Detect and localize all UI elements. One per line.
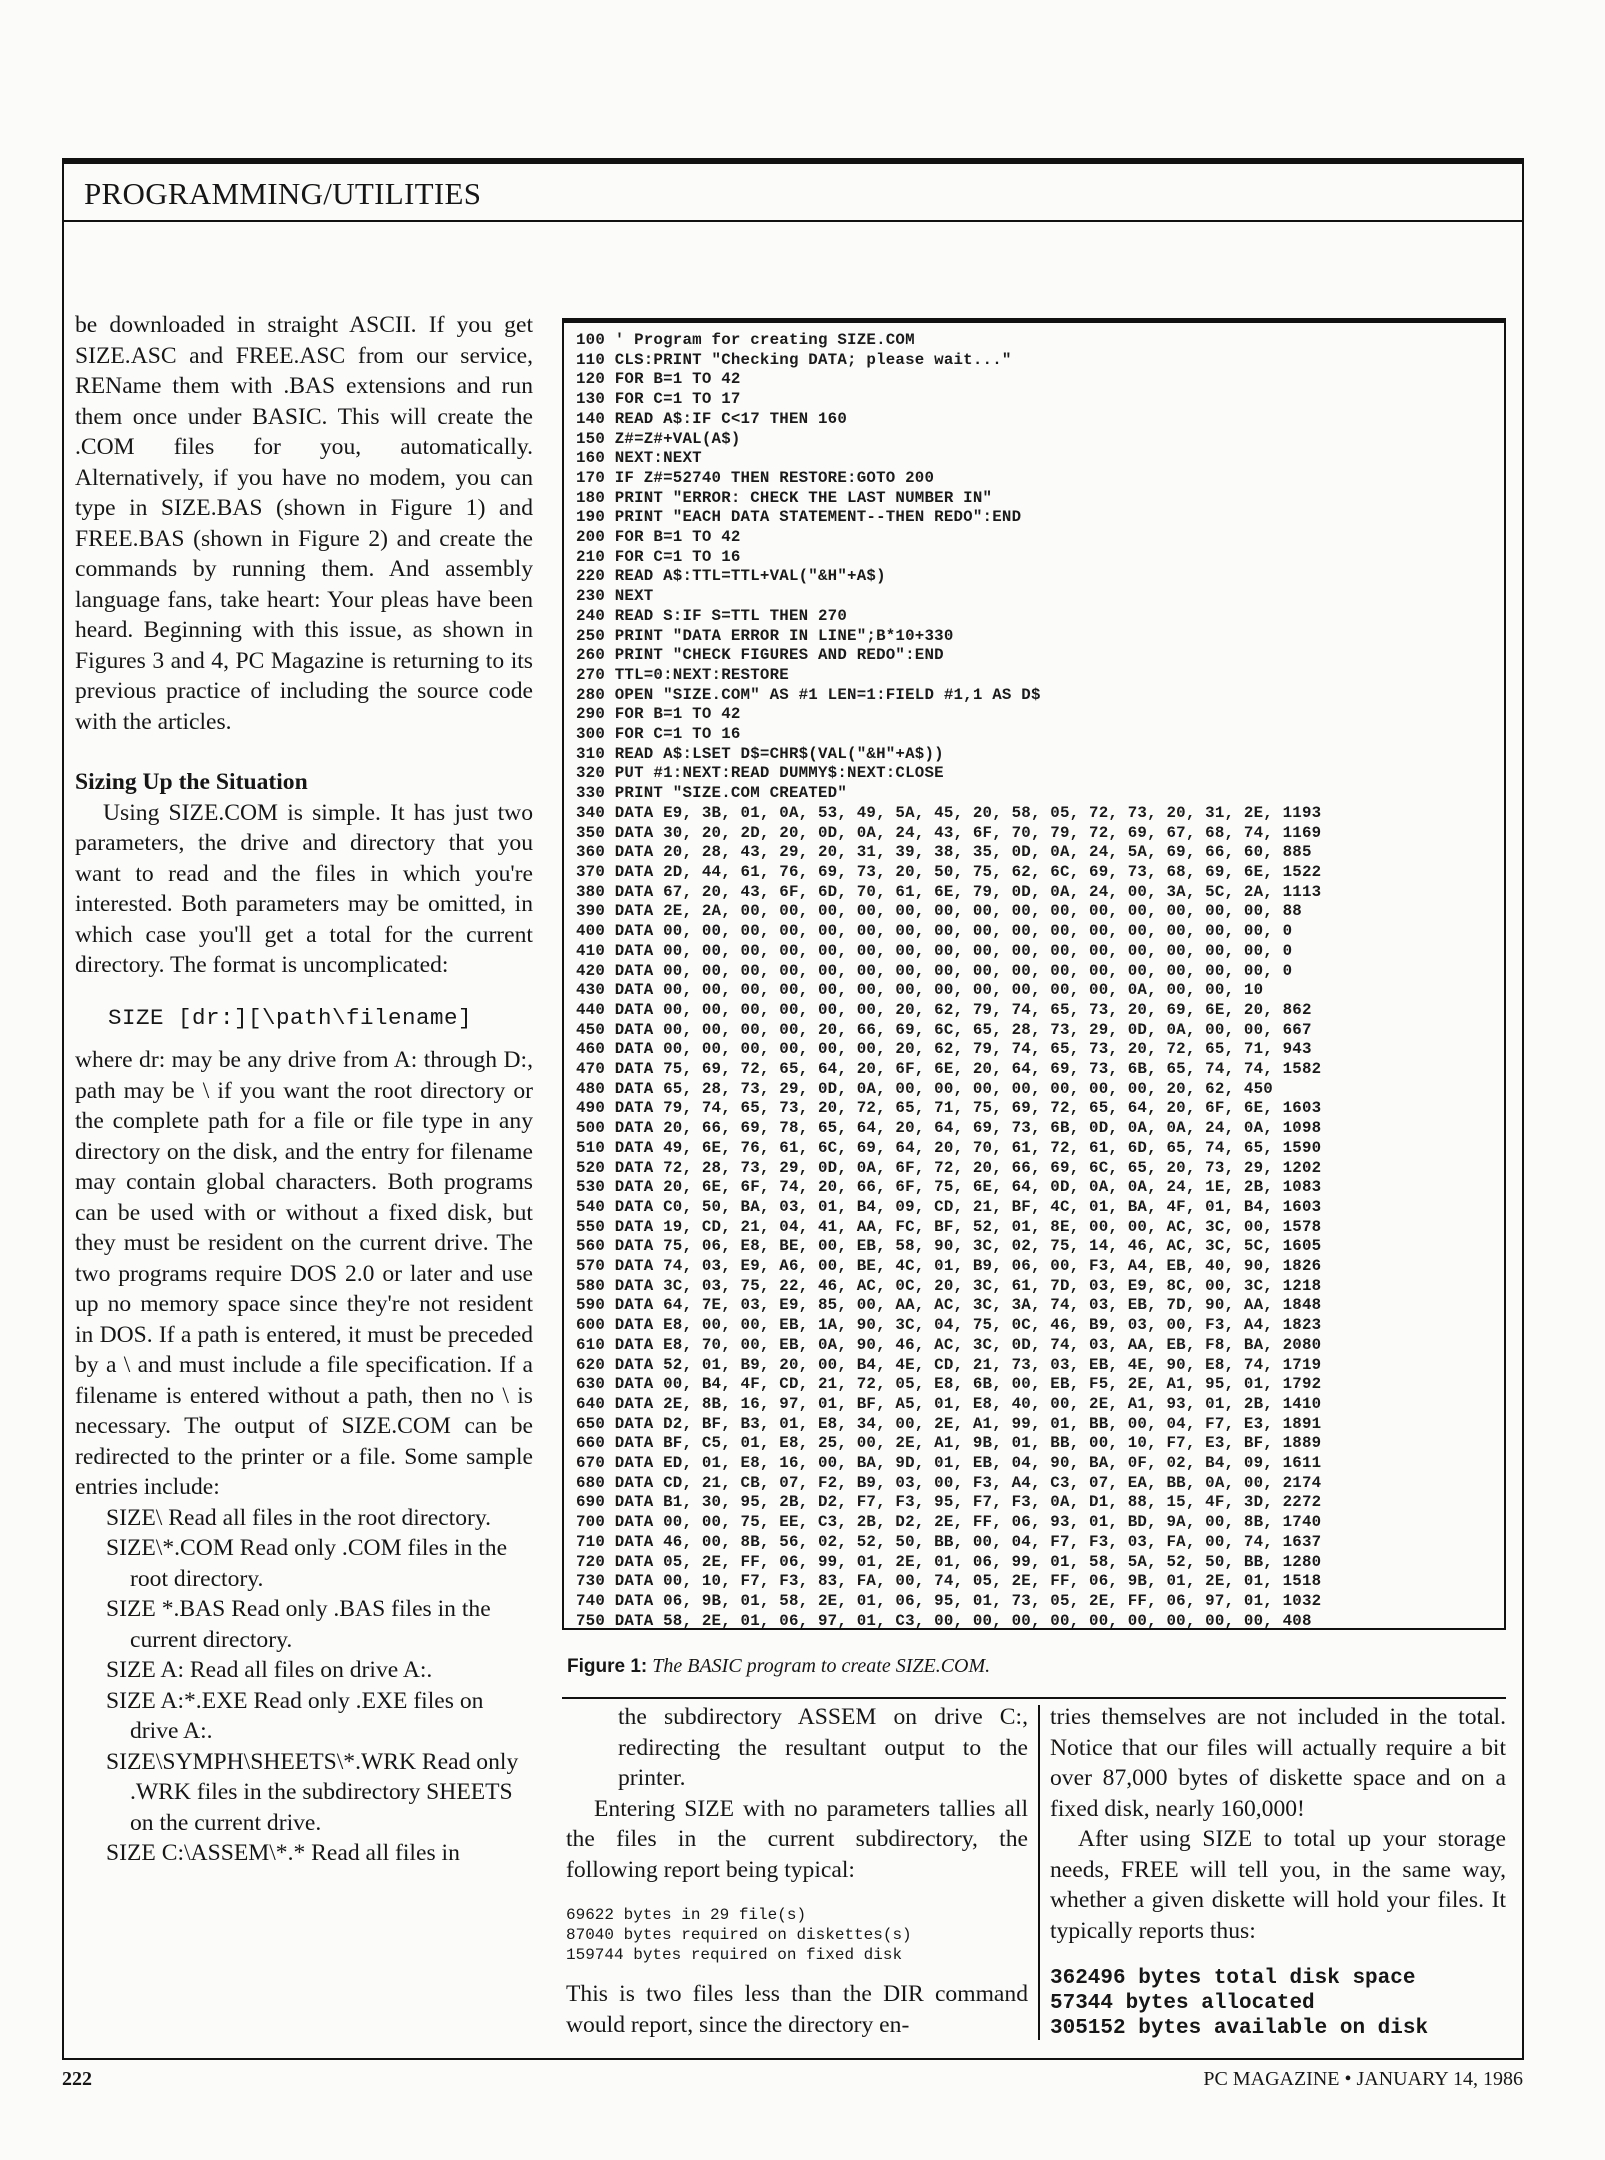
code-line: 170 IF Z#=52740 THEN RESTORE:GOTO 200 bbox=[576, 468, 935, 487]
example-list bbox=[75, 1503, 533, 1869]
report-line: 362496 bytes total disk space bbox=[1050, 1967, 1416, 1990]
code-line: 360 DATA 20, 28, 43, 29, 20, 31, 39, 38, 35, 0D, 0A, 24, 5A, 69, 66, 60, 885 bbox=[576, 843, 1312, 862]
report-line: 305152 bytes available on disk bbox=[1050, 2017, 1429, 2040]
code-line: 200 FOR B=1 TO 42 bbox=[576, 528, 741, 547]
code-line: 180 PRINT "ERROR: CHECK THE LAST NUMBER IN" bbox=[576, 488, 993, 507]
code-line: 230 NEXT bbox=[576, 587, 654, 606]
code-line: 380 DATA 67, 20, 43, 6F, 6D, 70, 61, 6E, 79, 0D, 0A, 24, 00, 3A, 5C, 2A, 1113 bbox=[576, 882, 1322, 901]
subheading: Sizing Up the Situation bbox=[75, 769, 308, 795]
report-line: 57344 bytes allocated bbox=[1050, 1992, 1315, 2015]
code-line: 310 READ A$:LSET D$=CHR$(VAL("&H"+A$)) bbox=[576, 744, 944, 763]
code-line: 560 DATA 75, 06, E8, BE, 00, EB, 58, 90, 3C, 02, 75, 14, 46, AC, 3C, 5C, 1605 bbox=[576, 1237, 1322, 1256]
paragraph: After using SIZE to total up your storage needs, FREE will tell you, in the same way, whether a given diskette will hold your files. It typically reports thus: bbox=[1050, 1826, 1506, 1944]
code-line: 670 DATA ED, 01, E8, 16, 00, BA, 9D, 01, EB, 04, 90, BA, 0F, 02, B4, 09, 1611 bbox=[576, 1454, 1322, 1473]
code-line: 610 DATA E8, 70, 00, EB, 0A, 90, 46, AC, 3C, 0D, 74, 03, AA, EB, F8, BA, 2080 bbox=[576, 1335, 1322, 1354]
code-line: 600 DATA E8, 00, 00, EB, 1A, 90, 3C, 04, 75, 0C, 46, B9, 03, 00, F3, A4, 1823 bbox=[576, 1316, 1322, 1335]
code-line: 500 DATA 20, 66, 69, 78, 65, 64, 20, 64, 69, 73, 6B, 0D, 0A, 0A, 24, 0A, 1098 bbox=[576, 1119, 1322, 1138]
code-listing bbox=[562, 318, 1506, 1630]
caption-divider bbox=[562, 1697, 1506, 1699]
code-line: 540 DATA C0, 50, BA, 03, 01, B4, 09, CD, 21, BF, 4C, 01, BA, 4F, 01, B4, 1603 bbox=[576, 1197, 1322, 1216]
code-line: 520 DATA 72, 28, 73, 29, 0D, 0A, 6F, 72, 20, 66, 69, 6C, 65, 20, 73, 29, 1202 bbox=[576, 1158, 1322, 1177]
code-line: 690 DATA B1, 30, 95, 2B, D2, F7, F3, 95, F7, F3, 0A, D1, 88, 15, 4F, 3D, 2272 bbox=[576, 1493, 1322, 1512]
code-line: 480 DATA 65, 28, 73, 29, 0D, 0A, 00, 00, 00, 00, 00, 00, 00, 20, 62, 450 bbox=[576, 1079, 1273, 1098]
code-line: 340 DATA E9, 3B, 01, 0A, 53, 49, 5A, 45, 20, 58, 05, 72, 73, 20, 31, 2E, 1193 bbox=[576, 803, 1322, 822]
example-item: SIZE\*.COM Read only .COM files in the root directory. bbox=[106, 1535, 508, 1592]
code-line: 120 FOR B=1 TO 42 bbox=[576, 370, 741, 389]
report-line: 87040 bytes required on diskettes(s) bbox=[566, 1926, 912, 1944]
code-line: 620 DATA 52, 01, B9, 20, 00, B4, 4E, CD, 21, 73, 03, EB, 4E, 90, E8, 74, 1719 bbox=[576, 1355, 1322, 1374]
code-line: 190 PRINT "EACH DATA STATEMENT--THEN REDO":END bbox=[576, 508, 1022, 527]
code-line: 460 DATA 00, 00, 00, 00, 00, 00, 20, 62, 79, 74, 65, 73, 20, 72, 65, 71, 943 bbox=[576, 1040, 1312, 1059]
intro-paragraph: be downloaded in straight ASCII. If you get SIZE.ASC and FREE.ASC from our service, REName them with .BAS extensions and run them once under BASIC. This will create the .COM files for you, automatically. Alternatively, if you have no modem, you can type in SIZE.BAS (shown in Figure 1) and FREE.BAS (shown in Figure 2) and create the commands by running them. And assembly language fans, take heart: Your pleas have been heard. Beginning with this issue, as shown in Figures 3 and 4, PC Magazine is returning to its previous practice of including the source code with the articles. bbox=[75, 312, 533, 735]
report-line: 159744 bytes required on fixed disk bbox=[566, 1946, 903, 1964]
figure-caption-text: The BASIC program to create SIZE.COM. bbox=[652, 1655, 991, 1677]
code-line: 570 DATA 74, 03, E9, A6, 00, BE, 4C, 01, B9, 06, 00, F3, A4, EB, 40, 90, 1826 bbox=[576, 1257, 1322, 1276]
code-line: 730 DATA 00, 10, F7, F3, 83, FA, 00, 74, 05, 2E, FF, 06, 9B, 01, 2E, 01, 1518 bbox=[576, 1572, 1322, 1591]
figure-label: Figure 1: bbox=[567, 1656, 648, 1677]
code-line: 700 DATA 00, 00, 75, EE, C3, 2B, D2, 2E, FF, 06, 93, 01, BD, 9A, 00, 8B, 1740 bbox=[576, 1513, 1322, 1532]
paragraph: where dr: may be any drive from A: through D:, path may be \ if you want the root directory or the complete path for a file or file type in any directory on the disk, and the entry for filename may contain global characters. Both programs can be used with or without a fixed disk, but they must be resident on the current drive. The two programs require DOS 2.0 or later and use up no memory space since they're not resident in DOS. If a path is entered, it must be preceded by a \ and must include a file specification. If a filename is entered without a path, then no \ is necessary. The output of SIZE.COM can be redirected to the printer or a file. Some sample entries include: bbox=[75, 1047, 533, 1500]
code-line: 530 DATA 20, 6E, 6F, 74, 20, 66, 6F, 75, 6E, 64, 0D, 0A, 0A, 24, 1E, 2B, 1083 bbox=[576, 1178, 1322, 1197]
code-line: 750 DATA 58, 2E, 01, 06, 97, 01, C3, 00, 00, 00, 00, 00, 00, 00, 00, 00, 408 bbox=[576, 1611, 1312, 1630]
code-line: 640 DATA 2E, 8B, 16, 97, 01, BF, A5, 01, E8, 40, 00, 2E, A1, 93, 01, 2B, 1410 bbox=[576, 1394, 1322, 1413]
code-line: 720 DATA 05, 2E, FF, 06, 99, 01, 2E, 01, 06, 99, 01, 58, 5A, 52, 50, BB, 1280 bbox=[576, 1552, 1322, 1571]
code-line: 590 DATA 64, 7E, 03, E9, 85, 00, AA, AC, 3C, 3A, 74, 03, EB, 7D, 90, AA, 1848 bbox=[576, 1296, 1322, 1315]
code-line: 270 TTL=0:NEXT:RESTORE bbox=[576, 665, 789, 684]
code-line: 330 PRINT "SIZE.COM CREATED" bbox=[576, 784, 848, 803]
free-report bbox=[1050, 1966, 1506, 2041]
syntax-line: SIZE [dr:][\path\filename] bbox=[108, 1004, 473, 1031]
code-line: 740 DATA 06, 9B, 01, 58, 2E, 01, 06, 95, 01, 73, 05, 2E, FF, 06, 97, 01, 1032 bbox=[576, 1592, 1322, 1610]
code-line: 240 READ S:IF S=TTL THEN 270 bbox=[576, 606, 848, 625]
code-line: 430 DATA 00, 00, 00, 00, 00, 00, 00, 00, 00, 00, 00, 00, 0A, 00, 00, 10 bbox=[576, 981, 1264, 1000]
publication-footer: PC MAGAZINE • JANUARY 14, 1986 bbox=[1203, 2068, 1523, 2090]
example-item: SIZE\SYMPH\SHEETS\*.WRK Read only .WRK files in the subdirectory SHEETS on the current drive. bbox=[106, 1748, 519, 1836]
code-line: 100 ' Program for creating SIZE.COM bbox=[576, 331, 915, 349]
column-3 bbox=[1050, 1702, 1506, 2041]
code-line: 710 DATA 46, 00, 8B, 56, 02, 52, 50, BB, 00, 04, F7, F3, 03, FA, 00, 74, 1637 bbox=[576, 1532, 1322, 1551]
code-line: 130 FOR C=1 TO 17 bbox=[576, 390, 741, 409]
code-line: 250 PRINT "DATA ERROR IN LINE";B*10+330 bbox=[576, 626, 954, 645]
example-item: SIZE A:*.EXE Read only .EXE files on drive A:. bbox=[106, 1687, 484, 1744]
report-line: 69622 bytes in 29 file(s) bbox=[566, 1906, 807, 1924]
code-line: 150 Z#=Z#+VAL(A$) bbox=[576, 429, 741, 448]
code-line: 110 CLS:PRINT "Checking DATA; please wait..." bbox=[576, 350, 1012, 369]
example-item: SIZE\ Read all files in the root directory. bbox=[106, 1504, 492, 1531]
section-title: PROGRAMMING/UTILITIES bbox=[84, 176, 482, 211]
code-line: 630 DATA 00, B4, 4F, CD, 21, 72, 05, E8, 6B, 00, EB, F5, 2E, A1, 95, 01, 1792 bbox=[576, 1375, 1322, 1394]
paragraph: Using SIZE.COM is simple. It has just two parameters, the drive and directory that you want to read and the files in which you're interested. Both parameters may be omitted, in which case you'll get a total for the current directory. The format is uncomplicated: bbox=[75, 799, 533, 978]
code-line: 390 DATA 2E, 2A, 00, 00, 00, 00, 00, 00, 00, 00, 00, 00, 00, 00, 00, 00, 88 bbox=[576, 902, 1302, 921]
code-line: 410 DATA 00, 00, 00, 00, 00, 00, 00, 00, 00, 00, 00, 00, 00, 00, 00, 00, 0 bbox=[576, 941, 1293, 960]
code-line: 260 PRINT "CHECK FIGURES AND REDO":END bbox=[576, 646, 944, 665]
code-line: 440 DATA 00, 00, 00, 00, 00, 00, 20, 62, 79, 74, 65, 73, 20, 69, 6E, 20, 862 bbox=[576, 1000, 1312, 1019]
code-line: 650 DATA D2, BF, B3, 01, E8, 34, 00, 2E, A1, 99, 01, BB, 00, 04, F7, E3, 1891 bbox=[576, 1414, 1322, 1433]
column-divider bbox=[1038, 1705, 1040, 2040]
code-line: 370 DATA 2D, 44, 61, 76, 69, 73, 20, 50, 75, 62, 6C, 69, 73, 68, 69, 6E, 1522 bbox=[576, 862, 1322, 881]
figure-caption bbox=[567, 1655, 990, 1678]
paragraph: the subdirectory ASSEM on drive C:, redirecting the resultant output to the printer. bbox=[618, 1704, 1028, 1791]
paragraph: Entering SIZE with no parameters tallies all the files in the current subdirectory, the following report being typical: bbox=[566, 1795, 1028, 1883]
example-item: SIZE A: Read all files on drive A:. bbox=[106, 1657, 433, 1683]
code-line: 220 READ A$:TTL=TTL+VAL("&H"+A$) bbox=[576, 567, 886, 586]
code-line: 490 DATA 79, 74, 65, 73, 20, 72, 65, 71, 75, 69, 72, 65, 64, 20, 6F, 6E, 1603 bbox=[576, 1099, 1322, 1118]
code-line: 160 NEXT:NEXT bbox=[576, 449, 702, 468]
example-item: SIZE *.BAS Read only .BAS files in the current directory. bbox=[106, 1596, 491, 1653]
section-header bbox=[64, 162, 1522, 222]
code-line: 580 DATA 3C, 03, 75, 22, 46, AC, 0C, 20, 3C, 61, 7D, 03, E9, 8C, 00, 3C, 1218 bbox=[576, 1276, 1322, 1295]
code-line: 550 DATA 19, CD, 21, 04, 41, AA, FC, BF, 52, 01, 8E, 00, 00, AC, 3C, 00, 1578 bbox=[576, 1217, 1322, 1236]
paragraph: tries themselves are not included in the total. Notice that our files will actually require a bit over 87,000 bytes of diskette space and on a fixed disk, nearly 160,000! bbox=[1050, 1704, 1506, 1822]
code-line: 680 DATA CD, 21, CB, 07, F2, B9, 03, 00, F3, A4, C3, 07, EA, BB, 0A, 00, 2174 bbox=[576, 1473, 1322, 1492]
code-line: 320 PUT #1:NEXT:READ DUMMY$:NEXT:CLOSE bbox=[576, 764, 944, 783]
column-1 bbox=[75, 310, 533, 1869]
example-item: SIZE C:\ASSEM\*.* Read all files in bbox=[106, 1840, 460, 1866]
code-line: 470 DATA 75, 69, 72, 65, 64, 20, 6F, 6E, 20, 64, 69, 73, 6B, 65, 74, 74, 1582 bbox=[576, 1060, 1322, 1079]
code-line: 140 READ A$:IF C<17 THEN 160 bbox=[576, 409, 848, 428]
code-line: 350 DATA 30, 20, 2D, 20, 0D, 0A, 24, 43, 6F, 70, 79, 72, 69, 67, 68, 74, 1169 bbox=[576, 823, 1322, 842]
paragraph: This is two files less than the DIR command would report, since the directory en- bbox=[566, 1981, 1028, 2038]
page-number: 222 bbox=[62, 2068, 92, 2090]
column-2 bbox=[566, 1702, 1028, 2040]
code-line: 450 DATA 00, 00, 00, 00, 20, 66, 69, 6C, 65, 28, 73, 29, 0D, 0A, 00, 00, 667 bbox=[576, 1020, 1312, 1039]
code-line: 290 FOR B=1 TO 42 bbox=[576, 705, 741, 724]
code-line: 420 DATA 00, 00, 00, 00, 00, 00, 00, 00, 00, 00, 00, 00, 00, 00, 00, 00, 0 bbox=[576, 961, 1293, 980]
size-report bbox=[566, 1905, 1028, 1965]
code-line: 300 FOR C=1 TO 16 bbox=[576, 725, 741, 744]
code-line: 210 FOR C=1 TO 16 bbox=[576, 547, 741, 566]
code-line: 510 DATA 49, 6E, 76, 61, 6C, 69, 64, 20, 70, 61, 72, 61, 6D, 65, 74, 65, 1590 bbox=[576, 1138, 1322, 1157]
code-line: 280 OPEN "SIZE.COM" AS #1 LEN=1:FIELD #1,1 AS D$ bbox=[576, 685, 1041, 704]
code-line: 660 DATA BF, C5, 01, E8, 25, 00, 2E, A1, 9B, 01, BB, 00, 10, F7, E3, BF, 1889 bbox=[576, 1434, 1322, 1453]
code-line: 400 DATA 00, 00, 00, 00, 00, 00, 00, 00, 00, 00, 00, 00, 00, 00, 00, 00, 0 bbox=[576, 922, 1293, 941]
